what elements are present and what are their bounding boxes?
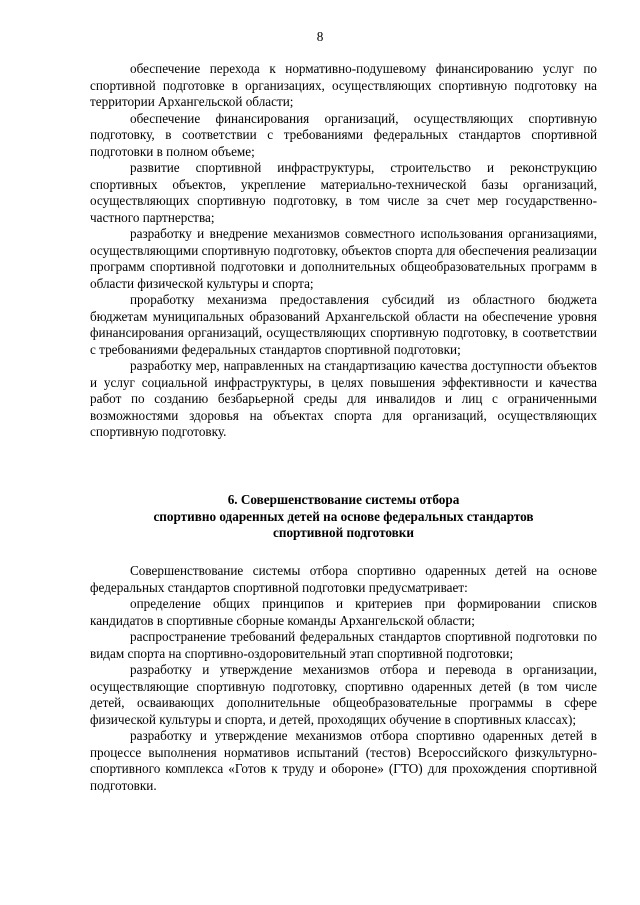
section-heading-line: 6. Совершенствование системы отбора (227, 492, 460, 507)
intro-paragraph: Совершенствование системы отбора спортивно одаренных детей на основе федеральных стандартов спортивной подготовки предусматривает: (90, 563, 597, 595)
list-item: обеспечение перехода к нормативно-подушевому финансированию услуг по спортивной подготовке в организациях, осуществляющих спортивную подготовку на территории Архангельской области; (90, 61, 597, 109)
list-item: распространение требований федеральных стандартов спортивной подготовки по видам спорта на спортивно-оздоровительный этап спортивной подготовки; (90, 629, 597, 661)
section-6-body (90, 563, 597, 794)
list-item: проработку механизма предоставления субсидий из областного бюджета бюджетам муниципальных образований Архангельской области на обеспечение уровня финансирования организаций, осуществляющих спортивную подготовку, в соответствии с требованиями федеральных стандартов спортивной подготовки; (90, 292, 597, 357)
list-item: разработку и утверждение механизмов отбора спортивно одаренных детей в процессе выполнения нормативов испытаний (тестов) Всероссийского физкультурно-спортивного комплекса «Готов к труду и обороне» (ГТО) для прохождения спортивной подготовки. (90, 728, 597, 793)
section-heading-line: спортивно одаренных детей на основе федеральных стандартов (153, 508, 534, 524)
list-item: разработку мер, направленных на стандартизацию качества доступности объектов и услуг социальной инфраструктуры, в целях повышения эффективности и качества работ по созданию безбарьерной среды для инвалидов и лиц с ограниченными возможностями здоровья на объектах спорта для организаций, осуществляющих спортивную подготовку. (90, 358, 597, 439)
section-heading-line: спортивной подготовки (273, 525, 414, 540)
list-item: определение общих принципов и критериев при формировании списков кандидатов в спортивные сборные команды Архангельской области; (90, 596, 597, 628)
list-item: обеспечение финансирования организаций, осуществляющих спортивную подготовку, в соответствии с требованиями федеральных стандартов спортивной подготовки в полном объеме; (90, 110, 597, 159)
section-5-list (90, 61, 597, 441)
section-6-heading (90, 492, 597, 542)
list-item: разработку и внедрение механизмов совместного использования организациями, осуществляющими спортивную подготовку, объектов спорта для обеспечения реализации программ спортивной подготовки и дополнительных общеобразовательных программ в области физической культуры и спорта; (90, 226, 597, 291)
list-item: развитие спортивной инфраструктуры, строительство и реконструкцию спортивных объектов, укрепление материально-технической базы организаций, осуществляющих спортивную подготовку, в том числе за счет мер государственно-частного партнерства; (90, 160, 597, 225)
page-number: 8 (316, 29, 324, 44)
list-item: разработку и утверждение механизмов отбора и перевода в организации, осуществляющие спортивную подготовку, спортивно одаренных детей (в том числе детей, осваивающих дополнительные общеобразовательные программы в сфере физической культуры и спорта, и детей, проходящих обучение в спортивных классах); (90, 662, 597, 727)
